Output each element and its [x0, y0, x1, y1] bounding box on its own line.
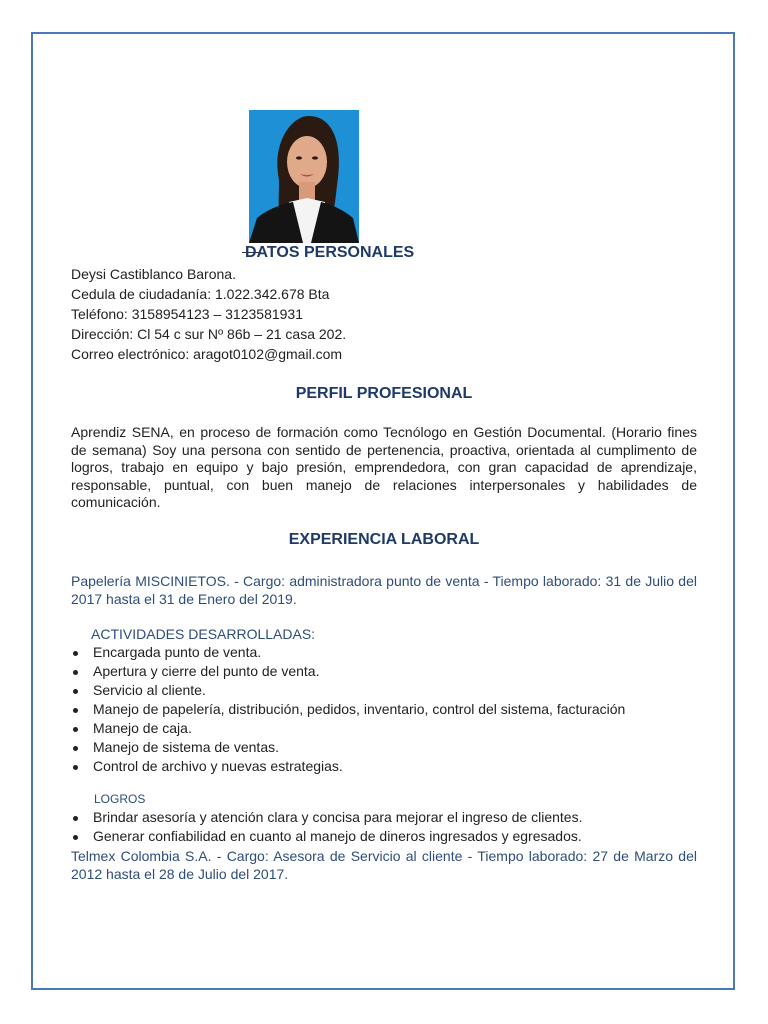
list-item: Brindar asesoría y atención clara y concisa para mejorar el ingreso de clientes.: [71, 808, 582, 827]
section-heading-datos-personales: DATOS PERSONALES: [245, 244, 415, 260]
job-entry-1: Papelería MISCINIETOS. - Cargo: administradora punto de venta - Tiempo laborado: 31 de Julio del 2017 hasta el 31 de Enero del 2019.: [71, 573, 697, 607]
section-heading-experiencia: EXPERIENCIA LABORAL: [288, 531, 480, 548]
profile-photo: [249, 110, 359, 243]
job-entry-2: Telmex Colombia S.A. - Cargo: Asesora de Servicio al cliente - Tiempo laborado: 27 de Marzo del 2012 hasta el 28 de Julio del 2017.: [71, 848, 697, 882]
list-item: Apertura y cierre del punto de venta.: [71, 662, 625, 681]
section-heading-perfil: PERFIL PROFESIONAL: [295, 385, 473, 402]
list-item: Servicio al cliente.: [71, 681, 625, 700]
list-item: Control de archivo y nuevas estrategias.: [71, 757, 625, 776]
perfil-text: Aprendiz SENA, en proceso de formación como Tecnólogo en Gestión Documental. (Horario fines de semana) Soy una persona con sentido de pertenencia, proactiva, orientada al cumplimento de logros, trabajo en equipo y bajo presión, emprendedora, con gran capacidad de aprendizaje, responsable, puntual, con buen manejo de relaciones interpersonales y habilidades de comunicación.: [71, 424, 697, 511]
list-item: Manejo de papelería, distribución, pedidos, inventario, control del sistema, facturación: [71, 700, 625, 719]
personal-info: [71, 264, 346, 364]
personal-phone: Teléfono: 3158954123 – 3123581931: [71, 306, 303, 322]
list-item: Manejo de caja.: [71, 719, 625, 738]
personal-id: Cedula de ciudadanía: 1.022.342.678 Bta: [71, 286, 330, 302]
list-item: Manejo de sistema de ventas.: [71, 738, 625, 757]
actividades-title: ACTIVIDADES DESARROLLADAS:: [91, 626, 316, 642]
personal-email: Correo electrónico: aragot0102@gmail.com: [71, 346, 343, 362]
actividades-list: [71, 643, 625, 776]
list-item: Generar confiabilidad en cuanto al manejo de dineros ingresados y egresados.: [71, 827, 582, 846]
personal-name: Deysi Castiblanco Barona.: [71, 266, 236, 282]
list-item: Encargada punto de venta.: [71, 643, 625, 662]
logros-title: LOGROS: [94, 792, 146, 806]
logros-list: [71, 808, 582, 846]
personal-address: Dirección: Cl 54 c sur Nº 86b – 21 casa 202.: [71, 326, 347, 342]
